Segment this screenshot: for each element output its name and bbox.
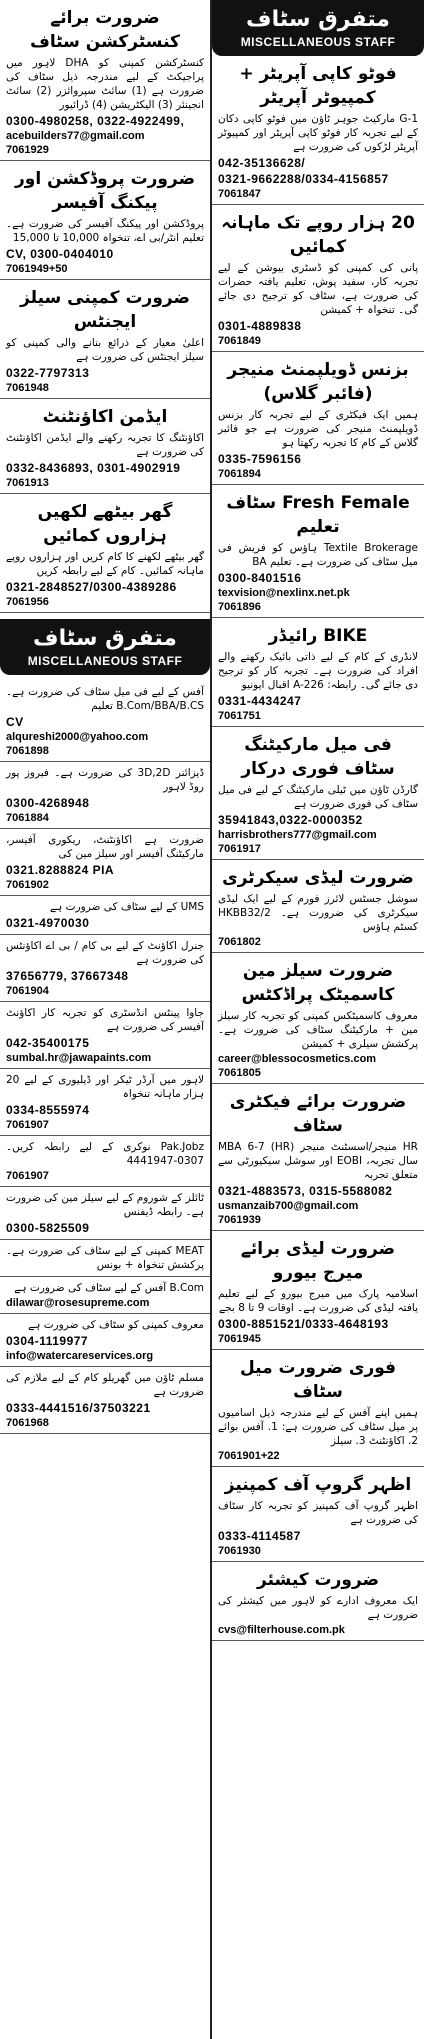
classified-ad [0,399,210,494]
classified-ad [212,618,424,727]
ad-reference-number [6,477,204,489]
ad-ref-value: 7061884 [6,812,49,824]
ad-reference-number [218,468,418,480]
classified-ad [212,727,424,860]
ad-body-text: آفس کے لیے فی میل سٹاف کی ضرورت ہے۔ B.Com/BBA/B.CS تعلیم [6,686,204,712]
ad-body-text: جاوا پینٹس انڈسٹری کو تجربہ کار اکاؤنٹ آفیسر کی ضرورت ہے [6,1007,204,1033]
ad-reference-number [6,382,204,394]
ad-reference-number [218,843,418,855]
ad-phone-number: 37656779, 37667348 [6,969,129,983]
ad-reference-number [6,745,204,757]
ad-body-text: لانڈری کے کام کے لیے ذاتی بائیک رکھنے والے افراد کی ضرورت ہے۔ تجربہ کار کو ترجیح دی جائے گی۔ رابطہ: A-226 اقبال ایونیو [218,651,418,691]
ad-reference-number [218,936,418,948]
ad-phone-number: 0321-2848527/0300-4389286 [6,580,177,594]
ad-body-text: گارڈن ٹاؤن میں ٹیلی مارکیٹنگ کے لیے فی میل سٹاف کی فوری ضرورت ہے [218,784,418,810]
column-divider [210,0,212,2039]
ad-heading: ایڈمن اکاؤنٹنٹ [42,407,168,427]
ad-phone-number: 0321-4970030 [6,916,90,930]
ad-phone-number: 0300-5825509 [6,1221,90,1235]
ad-phone-number: 0300-8851521/0333-4648193 [218,1317,389,1331]
banner-english-title: MISCELLANEOUS STAFF [240,35,396,49]
classified-ad [0,762,210,829]
classified-ad [0,896,210,935]
ad-body-text: G-1 مارکیٹ جوہر ٹاؤن میں فوٹو کاپی دکان کے لیے تجربہ کار فوٹو کاپی آپریٹر اور کمپیوٹر آپریٹر لڑکوں کی ضرورت ہے [218,113,418,153]
ad-reference-number [6,144,204,156]
ad-reference-number [218,1067,418,1079]
ad-email: cvs@filterhouse.com.pk [218,1624,345,1636]
ad-reference-number [218,188,418,200]
ad-email: alqureshi2000@yahoo.com [6,731,149,743]
ad-ref-value: 7061751 [218,710,261,722]
ad-ref-value: 7061902 [6,879,49,891]
ad-email: usmanzaib700@gmail.com [218,1200,359,1212]
section-banner [0,619,210,675]
ad-email: sumbal.hr@jawapaints.com [6,1052,152,1064]
ad-ref-value: 7061917 [218,843,261,855]
classified-ad [0,0,210,161]
classified-ad [0,1069,210,1136]
left-banner-wrap [0,619,210,675]
classified-ad [212,1467,424,1562]
ad-heading: ضرورت لیڈی سیکرٹری [222,868,414,888]
ad-reference-number [6,985,204,997]
ad-ref-value: 7061949+50 [6,263,68,275]
ad-body-text: پروڈکشن اور پیکنگ آفیسر کی ضرورت ہے۔ تعلیم انٹر/بی اے، تنخواہ 10,000 تا 15,000 [6,218,204,244]
ad-ref-value: 7061930 [218,1545,261,1557]
ad-reference-number [6,1417,204,1429]
ad-phone-number: 042-35136628/ [218,156,306,170]
classified-ad [0,494,210,613]
ad-body-text: گھر بیٹھے لکھنے کا کام کریں اور ہزاروں روپے ماہانہ کمائیں۔ کام کے لیے رابطہ کریں [6,551,204,577]
ad-body-text: B.Com آفس کے لیے سٹاف کی ضرورت ہے [14,1282,204,1294]
ad-phone-number: 0334-8555974 [6,1103,90,1117]
ad-body-text: اظہر گروپ آف کمپنیز کو تجربہ کار سٹاف کی ضرورت ہے [218,1500,418,1526]
right-column [212,0,424,2039]
classified-ad [0,1367,210,1434]
classified-ad [212,352,424,485]
classified-ad [0,1277,210,1314]
classified-ad [212,485,424,618]
ad-phone-number: 0332-8436893, 0301-4902919 [6,461,181,475]
ad-heading: 20 ہزار روپے تک ماہانہ کمائیں [221,213,415,257]
ad-ref-value: 7061939 [218,1214,261,1226]
ad-phone-number: 0321-4883573, 0315-5588082 [218,1184,393,1198]
ad-reference-number [218,601,418,613]
ad-email: acebuilders77@gmail.com [6,130,145,142]
classified-ad [212,860,424,953]
ad-phone-number: 0304-1119977 [6,1334,89,1348]
ad-body-text: ہمیں ایک فیکٹری کے لیے تجربہ کار بزنس ڈویلپمنٹ منیجر کی ضرورت ہے جو فائبر گلاس کے کام کا تجربہ رکھتا ہو [218,409,418,449]
classified-ad [0,1002,210,1069]
ad-reference-number [6,263,204,275]
ad-ref-value: 7061898 [6,745,49,757]
ad-ref-value: 7061913 [6,477,49,489]
ad-email: info@watercareservices.org [6,1350,154,1362]
ad-body-text: Pak.Jobz نوکری کے لیے رابطہ کریں۔ 0307-4441947 [6,1141,204,1167]
ad-phone-number: 0300-8401516 [218,571,302,585]
ad-heading: BIKE رائیڈر [268,626,368,646]
ad-body-text: جنرل اکاؤنٹ کے لیے بی کام / بی اے اکاؤنٹس کی ضرورت ہے [6,940,204,966]
ad-ref-value: 7061948 [6,382,49,394]
ad-phone-number: CV, 0300-0404010 [6,247,114,261]
classified-ad [0,681,210,762]
ad-phone-number: 0321.8288824 PIA [6,863,115,877]
ad-body-text: ٹائلز کے شوروم کے لیے سیلز مین کی ضرورت ہے۔ رابطہ ڈیفنس [6,1192,204,1218]
classified-ad [212,1084,424,1231]
classified-ad [0,1187,210,1240]
ad-heading: فی میل مارکیٹنگ سٹاف فوری درکار [241,735,395,779]
ad-reference-number [218,335,418,347]
ad-ref-value: 7061907 [6,1119,49,1131]
ad-reference-number [218,1545,418,1557]
ad-heading: فوری ضرورت میل سٹاف [239,1358,397,1402]
ad-phone-number: 0333-4441516/37503221 [6,1401,151,1415]
ad-reference-number [218,1214,418,1226]
ad-heading: ضرورت لیڈی برائے میرج بیورو [240,1239,396,1283]
ad-ref-value: 7061907 [6,1170,49,1182]
ad-heading: فوٹو کاپی آپریٹر + کمپیوٹر آپریٹر [239,64,397,108]
ad-reference-number [218,1450,418,1462]
ad-ref-value: 7061805 [218,1067,261,1079]
ad-phone-number: 0333-4114587 [218,1529,301,1543]
ad-reference-number [218,710,418,722]
ad-ref-value: 7061945 [218,1333,261,1345]
ad-body-text: Textile Brokerage ہاؤس کو فریش فی میل سٹاف کی ضرورت ہے۔ تعلیم BA [218,542,419,568]
ad-ref-value: 7061901+22 [218,1450,280,1462]
ad-reference-number [6,596,204,608]
ad-heading: اظہر گروپ آف کمپنیز [224,1475,412,1495]
ad-reference-number [218,1333,418,1345]
ad-phone-number: 35941843,0322-0000352 [218,813,363,827]
ad-phone-number: 0300-4268948 [6,796,90,810]
ad-body-text: ضرورت ہے اکاؤنٹنٹ، ریکوری آفیسر، مارکیٹنگ آفیسر اور سیلز مین کی [6,834,204,860]
classified-ad [0,1314,210,1367]
ad-heading: ضرورت کمپنی سیلز ایجنٹس [20,288,190,332]
classified-ad [212,205,424,352]
classified-ad [0,1136,210,1187]
classified-ad [212,1562,424,1641]
banner-urdu-title: متفرق سٹاف [33,626,177,651]
ad-heading: ضرورت سیلز مین کاسمیٹک پراڈکٹس [241,961,395,1005]
ad-heading: Fresh Female سٹاف تعلیم [226,493,410,537]
ad-ref-value: 7061849 [218,335,261,347]
ad-body-text: اکاؤنٹنگ کا تجربہ رکھنے والے ایڈمن اکاؤنٹنٹ کی ضرورت ہے [6,432,204,458]
ad-phone-number: 0331-4434247 [218,694,302,708]
ad-body-text: معروف کمپنی کو سٹاف کی ضرورت ہے [28,1319,204,1331]
classified-ad [0,1240,210,1277]
ad-body-text: سوشل جسٹس لائرز فورم کے لیے ایک لیڈی سیکرٹری کی ضرورت ہے۔ HKBB32/2 کسٹم ہاؤس [218,893,418,933]
ad-body-text: اعلیٰ معیار کے ذرائع بنانے والی کمپنی کو سیلز ایجنٹس کی ضرورت ہے [6,337,204,363]
ad-ref-value: 7061929 [6,144,49,156]
classified-ad [0,935,210,1002]
ad-body-text: پانی کی کمپنی کو ڈسٹری بیوشن کے لیے تجربہ کار، سفید پوش، تعلیم یافتہ حضرات کی ضرورت ہے، سٹاف کو ترجیح دی جائے گی۔ تنخواہ + کمیشن [218,262,418,316]
ad-heading: بزنس ڈویلپمنٹ منیجر (فائبر گلاس) [227,360,409,404]
ad-phone-number: 0335-7596156 [218,452,302,466]
ad-body-text: مسلم ٹاؤن میں گھریلو کام کے لیے ملازم کی ضرورت ہے [6,1372,204,1398]
ad-body-text: ڈیزائنر 3D,2D کی ضرورت ہے۔ فیروز پور روڈ لاہور [6,767,205,793]
ad-ref-value: 7061956 [6,596,49,608]
ad-body-text: MEAT کمپنی کے لیے سٹاف کی ضرورت ہے۔ پرکشش تنخواہ + بونس [6,1245,204,1271]
ad-phone-number: 0301-4889838 [218,319,302,333]
ad-body-text: UMS کے لیے سٹاف کی ضرورت ہے [50,901,204,913]
ad-ref-value: 7061896 [218,601,261,613]
ad-ref-value: 7061847 [218,188,261,200]
classified-ad [212,1231,424,1350]
classified-ad [212,56,424,205]
ad-body-text: ایک معروف ادارے کو لاہور میں کیشئر کی ضرورت ہے [218,1595,418,1621]
classified-ad [212,1350,424,1467]
ad-body-text: کنسٹرکشن کمپنی کو DHA لاہور میں پراجیکٹ کے لیے مندرجہ ذیل سٹاف کی ضرورت ہے (1) سائٹ سپروائزر (2) سائٹ انجینئر (3) الیکٹریشن (4) ڈرائیور [6,57,204,111]
ad-phone-number: 0321-9662288/0334-4156857 [218,172,389,186]
ad-ref-value: 7061802 [218,936,261,948]
ad-reference-number [6,1170,204,1182]
classified-ad [0,280,210,399]
left-column [0,0,210,2039]
ad-phone-number: 0300-4980258, 0322-4922499, [6,114,185,128]
ad-heading: گھر بیٹھے لکھیں ہزاروں کمائیں [37,502,173,546]
ad-body-text: لاہور میں آرڈر ٹیکر اور ڈیلیوری کے لیے 20 ہزار ماہانہ تنخواہ [6,1074,204,1100]
ad-email: dilawar@rosesupreme.com [6,1297,150,1309]
ad-reference-number [6,1119,204,1131]
ad-body-text: اسلامیہ پارک میں میرج بیورو کے لیے تعلیم یافتہ لیڈی کی ضرورت ہے۔ اوقات 9 تا 8 بجے [218,1288,418,1314]
ad-body-text: HR منیجر/اسسٹنٹ منیجر (HR) MBA 6-7 سال تجربہ، EOBI اور سوشل سیکیورٹی سے متعلق تجربہ [218,1141,419,1181]
ad-email: texvision@nexlinx.net.pk [218,587,350,599]
ad-phone-number: CV [6,715,24,729]
banner-urdu-title: متفرق سٹاف [246,7,390,32]
ad-heading: ضرورت برائے کنسٹرکشن سٹاف [30,8,180,52]
classified-ad [0,829,210,896]
ad-heading: ضرورت کیشئر [257,1570,379,1590]
ad-reference-number [6,812,204,824]
ad-ref-value: 7061968 [6,1417,49,1429]
ad-email: career@blessocosmetics.com [218,1053,377,1065]
ad-email: harrisbrothers777@gmail.com [218,829,377,841]
classified-ad [212,953,424,1084]
ad-body-text: معروف کاسمیٹکس کمپنی کو تجربہ کار سیلز مین + مارکیٹنگ سٹاف کی ضرورت ہے۔ پرکشش سیلری + کمیشن [218,1010,418,1050]
ad-heading: ضرورت برائے فیکٹری سٹاف [229,1092,407,1136]
section-banner [212,0,424,56]
ad-heading: ضرورت پروڈکشن اور پیکنگ آفیسر [14,169,196,213]
ad-ref-value: 7061904 [6,985,49,997]
banner-english-title: MISCELLANEOUS STAFF [27,654,183,668]
classified-ad [0,161,210,280]
ad-body-text: ہمیں اپنے آفس کے لیے مندرجہ ذیل اسامیوں پر میل سٹاف کی ضرورت ہے: 1. آفس بوائے 2. اکاؤنٹنٹ 3. سیلز [218,1407,418,1447]
ad-phone-number: 0322-7797313 [6,366,90,380]
ad-phone-number: 042-35400175 [6,1036,90,1050]
ad-ref-value: 7061894 [218,468,261,480]
ad-reference-number [6,879,204,891]
